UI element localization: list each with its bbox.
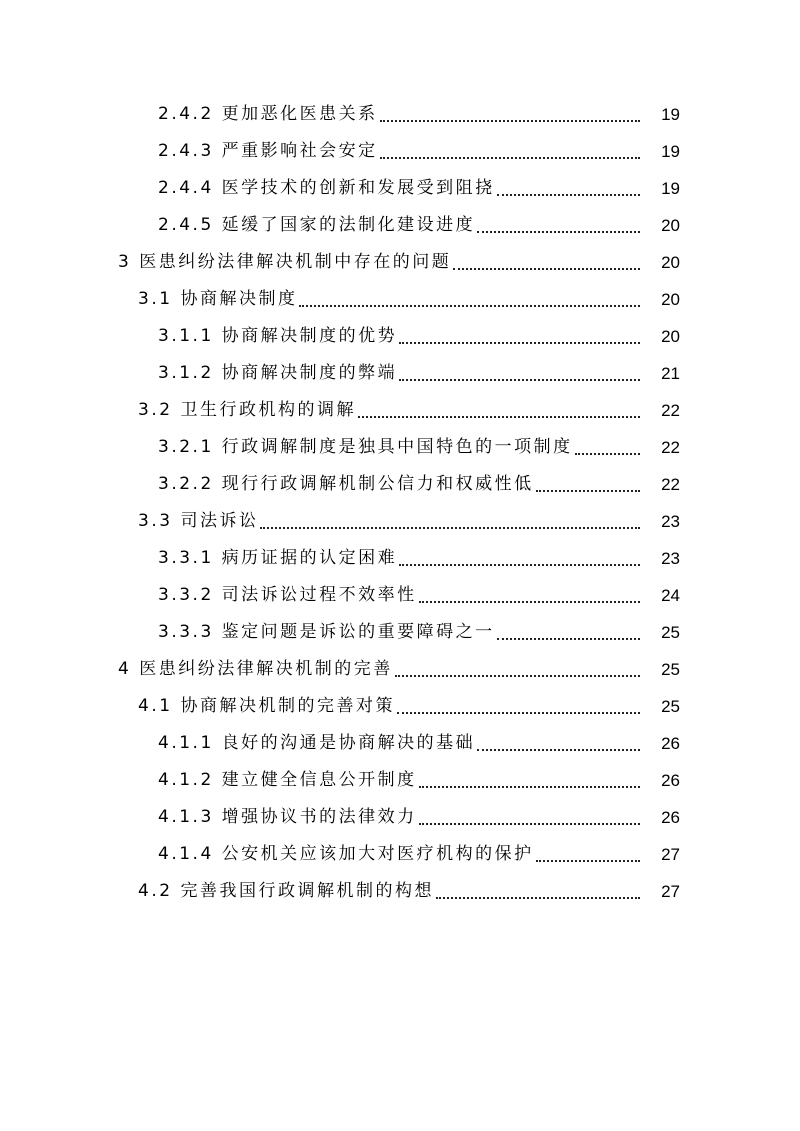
toc-entry-title: 3.2.2 现行行政调解机制公信力和权威性低: [158, 474, 534, 494]
toc-entry[interactable]: [0, 170, 800, 207]
toc-entry-title: 4.1 协商解决机制的完善对策: [138, 696, 395, 716]
toc-entry-page-number: 26: [661, 808, 680, 827]
toc-dot-leader: [260, 527, 640, 529]
toc-entry-title: 4 医患纠纷法律解决机制的完善: [118, 659, 393, 679]
toc-dot-leader: [497, 638, 640, 640]
toc-entry-title: 3.1 协商解决制度: [138, 289, 298, 309]
toc-dot-leader: [575, 453, 640, 455]
toc-entry-title: 4.1.3 增强协议书的法律效力: [158, 807, 417, 827]
toc-entry[interactable]: [0, 540, 800, 577]
toc-entry-title: 3.1.2 协商解决制度的弊端: [158, 363, 398, 383]
toc-entry[interactable]: [0, 96, 800, 133]
toc-entry[interactable]: [0, 429, 800, 466]
toc-entry-page-number: 19: [661, 179, 680, 198]
toc-dot-leader: [419, 823, 640, 825]
toc-entry-title: 3.3.1 病历证据的认定困难: [158, 548, 398, 568]
toc-entry-page-number: 26: [661, 771, 680, 790]
toc-entry-page-number: 20: [661, 290, 680, 309]
toc-entry[interactable]: [0, 207, 800, 244]
toc-dot-leader: [395, 675, 640, 677]
toc-entry-page-number: 23: [661, 512, 680, 531]
toc-entry-page-number: 22: [661, 401, 680, 420]
toc-entry-title: 2.4.5 延缓了国家的法制化建设进度: [158, 215, 476, 235]
toc-entry[interactable]: [0, 133, 800, 170]
toc-entry-page-number: 22: [661, 438, 680, 457]
toc-entry[interactable]: [0, 355, 800, 392]
toc-entry-title: 3.3.2 司法诉讼过程不效率性: [158, 585, 417, 605]
toc-entry-title: 3.2.1 行政调解制度是独具中国特色的一项制度: [158, 437, 573, 457]
toc-entry[interactable]: [0, 799, 800, 836]
toc-entry-page-number: 26: [661, 734, 680, 753]
toc-dot-leader: [477, 231, 640, 233]
toc-entry-page-number: 20: [661, 253, 680, 272]
toc-entry-page-number: 22: [661, 475, 680, 494]
toc-entry-page-number: 23: [661, 549, 680, 568]
toc-entry-page-number: 25: [661, 660, 680, 679]
toc-dot-leader: [419, 601, 640, 603]
toc-dot-leader: [380, 120, 640, 122]
toc-entry-page-number: 25: [661, 697, 680, 716]
toc-dot-leader: [399, 342, 640, 344]
toc-entry[interactable]: [0, 244, 800, 281]
table-of-contents: [0, 96, 800, 910]
toc-entry[interactable]: [0, 466, 800, 503]
toc-entry-title: 4.1.4 公安机关应该加大对医疗机构的保护: [158, 844, 534, 864]
toc-dot-leader: [380, 157, 640, 159]
toc-entry[interactable]: [0, 836, 800, 873]
toc-entry-page-number: 21: [661, 364, 680, 383]
toc-entry-title: 4.1.2 建立健全信息公开制度: [158, 770, 417, 790]
toc-entry[interactable]: [0, 688, 800, 725]
toc-entry[interactable]: [0, 873, 800, 910]
toc-entry-page-number: 25: [661, 623, 680, 642]
toc-entry[interactable]: [0, 503, 800, 540]
toc-dot-leader: [299, 305, 640, 307]
toc-entry-page-number: 20: [661, 327, 680, 346]
toc-dot-leader: [497, 194, 640, 196]
toc-entry-title: 4.2 完善我国行政调解机制的构想: [138, 881, 434, 901]
toc-entry[interactable]: [0, 281, 800, 318]
toc-entry[interactable]: [0, 762, 800, 799]
toc-entry-page-number: 27: [661, 882, 680, 901]
toc-dot-leader: [397, 712, 640, 714]
toc-dot-leader: [419, 786, 640, 788]
toc-entry-page-number: 20: [661, 216, 680, 235]
toc-entry-page-number: 24: [661, 586, 680, 605]
toc-entry-title: 3.1.1 协商解决制度的优势: [158, 326, 398, 346]
toc-entry-title: 2.4.4 医学技术的创新和发展受到阻挠: [158, 178, 495, 198]
toc-entry[interactable]: [0, 725, 800, 762]
toc-entry-title: 2.4.3 严重影响社会安定: [158, 141, 378, 161]
toc-dot-leader: [358, 416, 640, 418]
toc-entry-page-number: 27: [661, 845, 680, 864]
toc-entry-title: 4.1.1 良好的沟通是协商解决的基础: [158, 733, 476, 753]
toc-entry[interactable]: [0, 614, 800, 651]
toc-entry[interactable]: [0, 651, 800, 688]
toc-dot-leader: [477, 749, 640, 751]
toc-entry-title: 3.3.3 鉴定问题是诉讼的重要障碍之一: [158, 622, 495, 642]
toc-dot-leader: [536, 490, 640, 492]
toc-entry-title: 3 医患纠纷法律解决机制中存在的问题: [118, 252, 452, 272]
toc-dot-leader: [536, 860, 640, 862]
toc-dot-leader: [399, 379, 640, 381]
toc-entry-title: 2.4.2 更加恶化医患关系: [158, 104, 378, 124]
toc-entry-page-number: 19: [661, 142, 680, 161]
toc-dot-leader: [453, 268, 640, 270]
toc-entry-page-number: 19: [661, 105, 680, 124]
toc-entry[interactable]: [0, 577, 800, 614]
toc-entry-title: 3.2 卫生行政机构的调解: [138, 400, 356, 420]
toc-dot-leader: [399, 564, 640, 566]
toc-dot-leader: [436, 897, 640, 899]
toc-entry[interactable]: [0, 318, 800, 355]
toc-entry-title: 3.3 司法诉讼: [138, 511, 259, 531]
toc-entry[interactable]: [0, 392, 800, 429]
